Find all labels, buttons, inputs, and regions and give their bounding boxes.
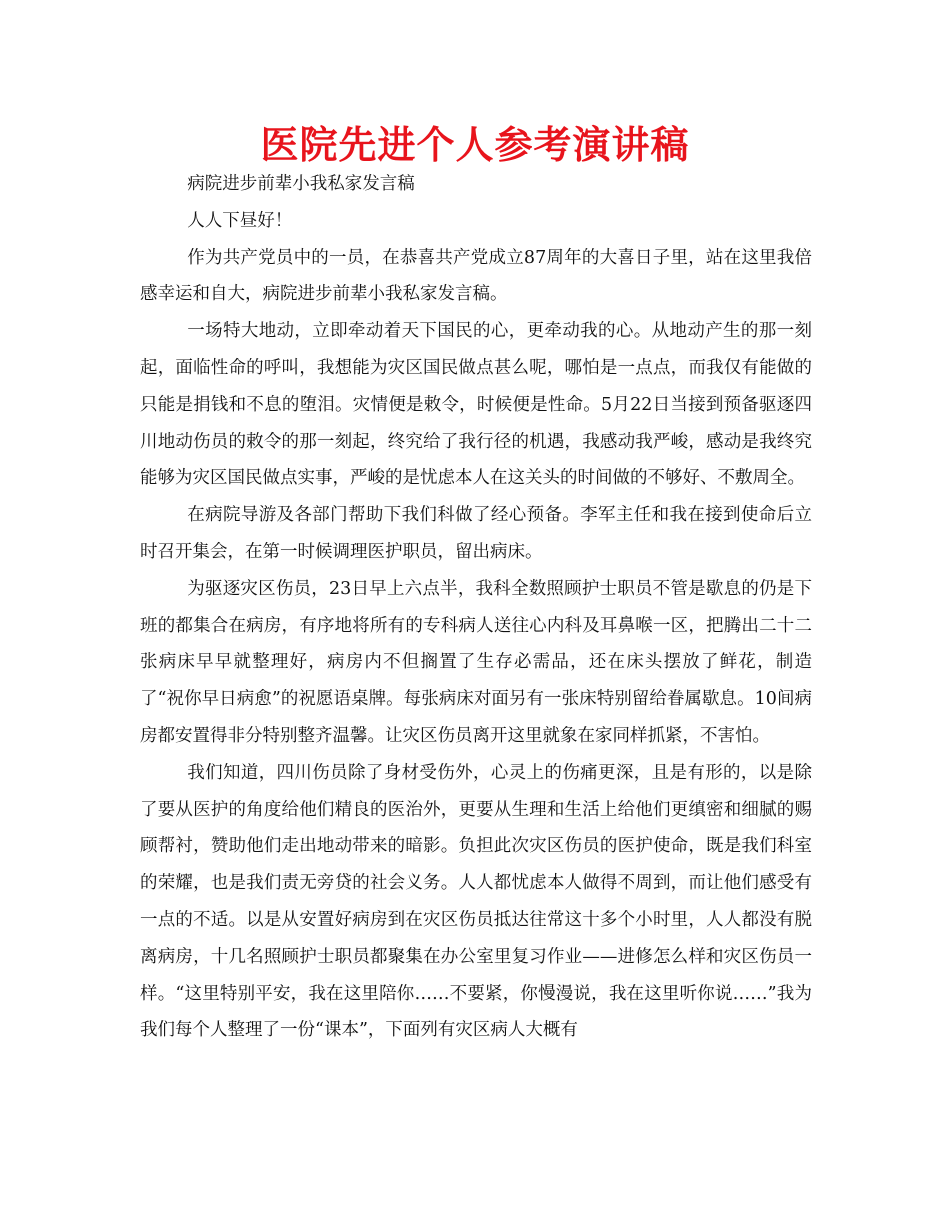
paragraph: 一场特大地动，立即牵动着天下国民的心，更牵动我的心。从地动产生的那一刻起，面临性命的呼叫，我想能为灾区国民做点甚么呢，哪怕是一点点，而我仅有能做的只能是捐钱和不息的堕泪。灾情便是敕令，时候便是性命。5月22日当接到预备驱逐四川地动伤员的敕令的那一刻起，终究给了我行径的机遇，我感动我严峻，感动是我终究能够为灾区国民做点实事，严峻的是忧虑本人在这关头的时间做的不够好、不敷周全。: [140, 321, 812, 489]
paragraph: 病院进步前辈小我私家发言稿: [187, 174, 415, 194]
document-title: 医院先进个人参考演讲稿: [260, 123, 690, 167]
paragraph: 我们知道，四川伤员除了身材受伤外，心灵上的伤痛更深，且是有形的，以是除了要从医护的角度给他们精良的医治外，更要从生理和生活上给他们更缜密和细腻的赐顾帮衬，赞助他们走出地动带来的暗影。负担此次灾区伤员的医护使命，既是我们科室的荣耀，也是我们责无旁贷的社会义务。人人都忧虑本人做得不周到，而让他们感受有一点的不适。以是从安置好病房到在灾区伤员抵达往常这十多个小时里，人人都没有脱离病房，十几名照顾护士职员都聚集在办公室里复习作业——进修怎么样和灾区伤员一样。“这里特别平安，我在这里陪你……不要紧，你慢漫说，我在这里听你说……”我为我们每个人整理了一份“课本”，下面列有灾区病人大概有: [140, 762, 812, 1041]
document-body: [140, 166, 812, 1049]
paragraph: 为驱逐灾区伤员，23日早上六点半，我科全数照顾护士职员不管是歇息的仍是下班的都集合在病房，有序地将所有的专科病人送往心内科及耳鼻喉一区，把腾出二十二张病床早早就整理好，病房内不但搁置了生存必需品，还在床头摆放了鲜花，制造了“祝你早日病愈”的祝愿语桌牌。每张病床对面另有一张床特别留给眷属歇息。10间病房都安置得非分特别整齐温馨。让灾区伤员离开这里就象在家同样抓紧，不害怕。: [140, 578, 812, 746]
paragraph: 在病院导游及各部门帮助下我们科做了经心预备。李军主任和我在接到使命后立时召开集会，在第一时候调理医护职员，留出病床。: [140, 505, 812, 562]
paragraph: 人人下昼好！: [187, 210, 293, 231]
paragraph: 作为共产党员中的一员，在恭喜共产党成立87周年的大喜日子里，站在这里我倍感幸运和自大，病院进步前辈小我私家发言稿。: [140, 247, 812, 305]
